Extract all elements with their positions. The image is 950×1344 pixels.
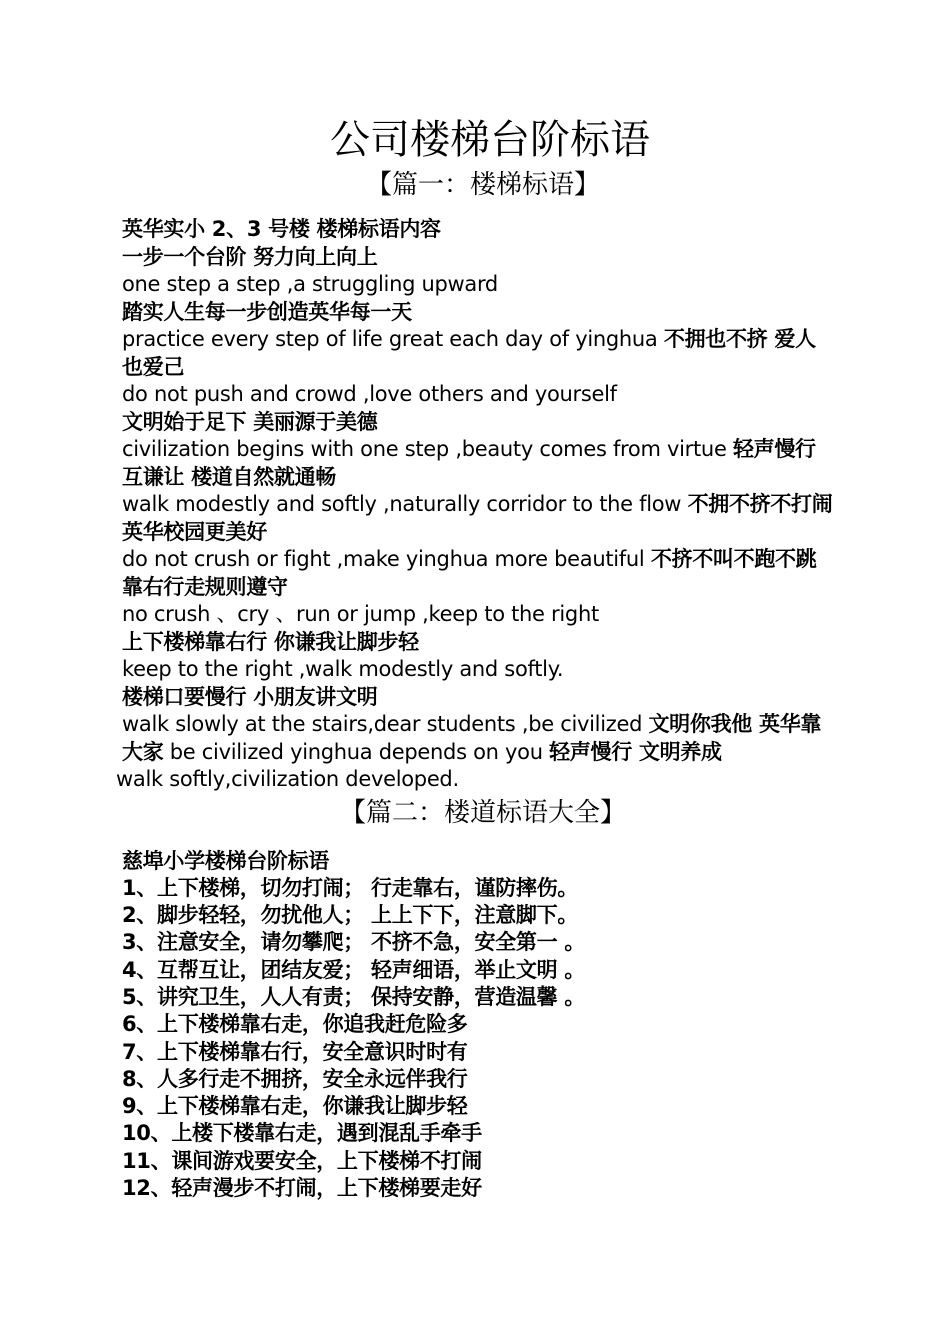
mixed-line-9 <box>116 711 836 766</box>
slogan-en-10: be civilized yinghua depends on you <box>163 739 550 764</box>
slogan-en-1: one step a step ,a struggling upward <box>122 272 498 296</box>
list-item: 12、轻声漫步不打闹，上下楼梯要走好 <box>122 1176 482 1201</box>
section-1-body <box>116 216 836 794</box>
slogan-cn-8: 上下楼梯靠右行 你谦我让脚步轻 <box>122 629 419 654</box>
section-2-body <box>116 848 836 1203</box>
slogan-en-4: civilization begins with one step ,beauty comes from virtue <box>122 437 733 461</box>
slogan-cn-2: 踏实人生每一步创造英华每一天 <box>122 299 412 324</box>
slogan-en-3: do not push and crowd ,love others and yourself <box>122 382 617 406</box>
slogan-en-2: practice every step of life great each day of yinghua <box>122 327 664 351</box>
section-1-subtitle: 英华实小 2、3 号楼 楼梯标语内容 <box>122 217 441 241</box>
list-item: 2、脚步轻轻，勿扰他人； 上上下下，注意脚下。 <box>122 903 579 928</box>
slogan-cn-9: 楼梯口要慢行 小朋友讲文明 <box>122 684 378 709</box>
slogan-en-9: walk slowly at the stairs,dear students ,be civilized <box>122 712 649 736</box>
mixed-line-4 <box>116 436 836 491</box>
mixed-line-2 <box>116 326 836 381</box>
list-item: 11、课间游戏要安全，上下楼梯不打闹 <box>122 1148 482 1173</box>
slogan-cn-4: 文明始于足下 美丽源于美德 <box>122 409 378 434</box>
mixed-line-5 <box>116 491 836 546</box>
list-item: 5、讲究卫生，人人有责； 保持安静，营造温馨 。 <box>122 984 586 1009</box>
list-item: 6、上下楼梯靠右走，你追我赶危险多 <box>122 1012 468 1037</box>
slogan-cn-11: 轻声慢行 文明养成 <box>549 739 722 764</box>
list-item: 9、上下楼梯靠右走，你谦我让脚步轻 <box>122 1094 468 1119</box>
mixed-line-6 <box>116 546 836 601</box>
slogan-cn-10: 文明你我他 英华靠大家 <box>122 712 822 764</box>
list-item: 1、上下楼梯，切勿打闹； 行走靠右，谨防摔伤。 <box>122 875 579 900</box>
slogan-cn-3: 不拥也不挤 爱人也爱己 <box>122 327 816 379</box>
section-2-subtitle: 慈埠小学楼梯台阶标语 <box>122 848 329 873</box>
slogan-cn-6: 不拥不挤不打闹 英华校园更美好 <box>122 492 833 544</box>
slogan-cn-1: 一步一个台阶 努力向上向上 <box>122 244 378 269</box>
list-item: 3、注意安全，请勿攀爬； 不挤不急，安全第一 。 <box>122 930 586 955</box>
document-page <box>116 112 836 1202</box>
slogan-en-11: walk softly,civilization developed. <box>116 767 459 791</box>
slogan-cn-5: 轻声慢行互谦让 楼道自然就通畅 <box>122 437 816 489</box>
slogan-en-5: walk modestly and softly ,naturally corridor to the flow <box>122 492 688 516</box>
slogan-en-8: keep to the right ,walk modestly and softly. <box>122 657 564 681</box>
section-2-heading: 【篇二：楼道标语大全】 <box>339 797 626 828</box>
list-item: 10、上楼下楼靠右走，遇到混乱手牵手 <box>122 1121 482 1146</box>
document-title: 公司楼梯台阶标语 <box>330 117 650 163</box>
slogan-cn-7: 不挤不叫不跑不跳 靠右行走规则遵守 <box>122 547 817 599</box>
slogan-en-6: do not crush or fight ,make yinghua more beautiful <box>122 547 651 571</box>
list-item: 7、上下楼梯靠右行，安全意识时时有 <box>122 1039 468 1064</box>
section-1-heading: 【篇一：楼梯标语】 <box>365 170 600 200</box>
list-item: 4、互帮互让，团结友爱； 轻声细语，举止文明 。 <box>122 957 586 982</box>
slogan-en-7: no crush 、cry 、run or jump ,keep to the right <box>122 602 599 626</box>
list-item: 8、人多行走不拥挤，安全永远伴我行 <box>122 1066 468 1091</box>
